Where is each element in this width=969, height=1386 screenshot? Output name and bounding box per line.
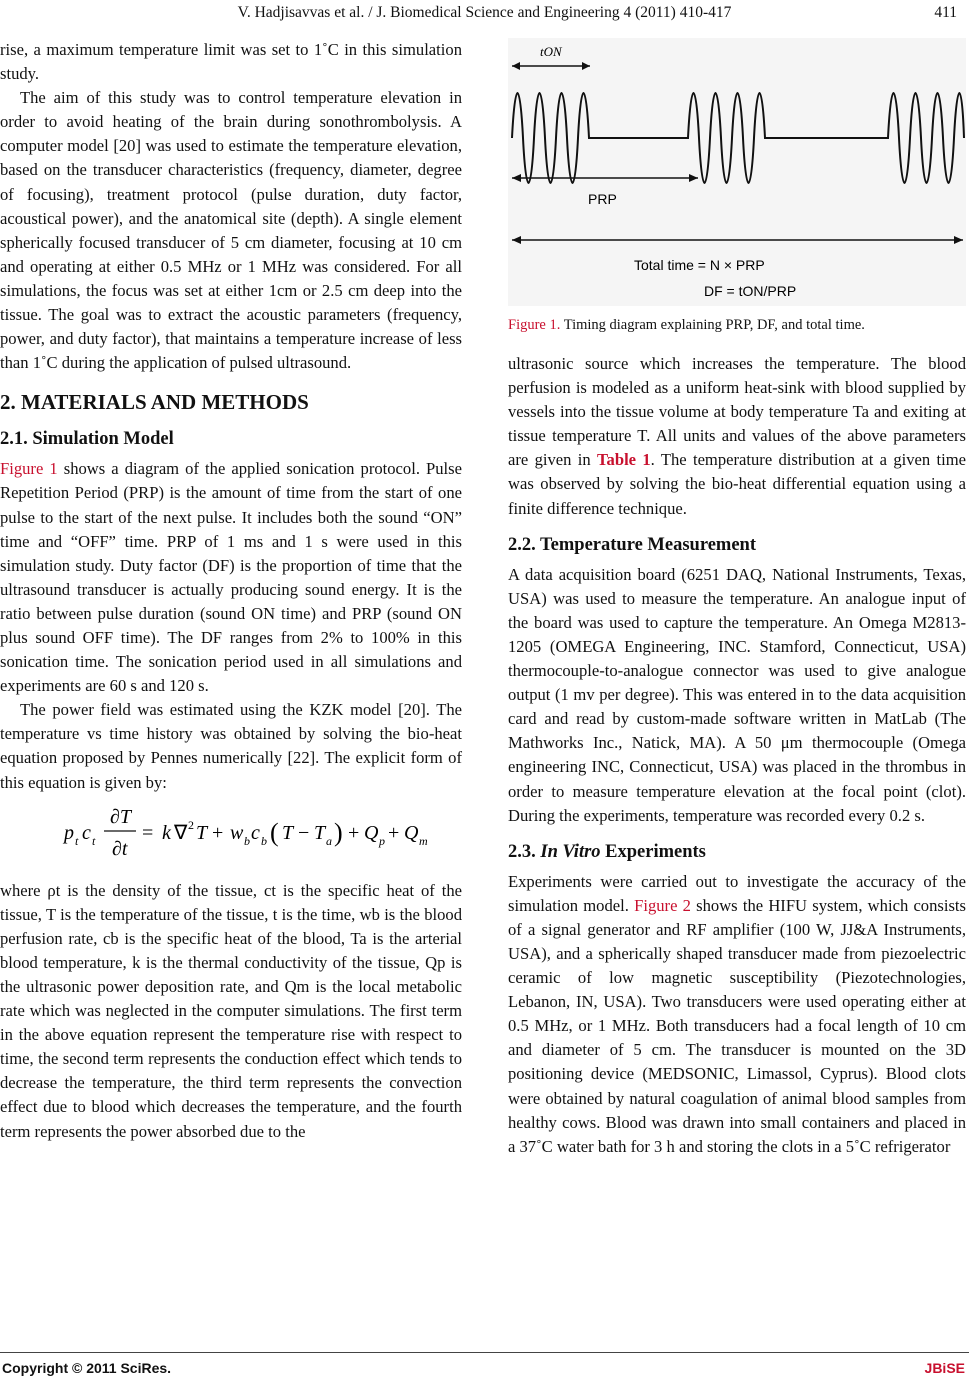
copyright: Copyright © 2011 SciRes. <box>2 1360 172 1376</box>
figure-caption: Figure 1. Timing diagram explaining PRP, DF, and total time. <box>508 317 865 333</box>
svg-text:Q: Q <box>404 821 419 844</box>
svg-text:): ) <box>334 817 343 847</box>
total-time-label: Total time = N × PRP <box>634 257 765 273</box>
svg-text:c: c <box>251 821 260 844</box>
page-footer <box>0 1360 969 1380</box>
table-ref-link[interactable]: Table 1 <box>597 450 651 470</box>
svg-text:∂T: ∂T <box>110 805 132 828</box>
paragraph: The power field was estimated using the KZK model [20]. The temperature vs time history was obtained by solving the bio-heat equation proposed by Pennes numerically [22]. The explicit form of this equation is given by: <box>0 700 462 792</box>
svg-text:b: b <box>261 833 267 848</box>
svg-text:Q: Q <box>364 821 379 844</box>
svg-text:(: ( <box>270 817 279 847</box>
paragraph: where ρt is the density of the tissue, ct is the specific heat of the tissue, T is the temperature of the tissue, t is the time, wb is the blood perfusion rate, cb is the specific heat of the blood, Ta is the arterial blood temperature, k is the thermal conductivity of the tissue, Qp is the ultrasonic power deposition rate, and Qm is the local metabolic rate which was neglected in the computer simulations. The first term in the above equation represent the temperature rise with respect to time, the second term represents the conduction effect which tends to decrease the temperature, the third term represents the convection effect due to blood which decreases the temperature, and the fourth term represents the power absorbed due to the <box>0 880 462 1141</box>
svg-text:∂t: ∂t <box>112 837 128 860</box>
paragraph: Experiments were carried out to investigate the accuracy of the simulation model. Figure 2 shows the HIFU system, which consists of a signal generator and RF amplifier (100 W, JJ&A Instruments, USA), and a spherically shaped transducer made from piezoelectric ceramic of low magnetic susceptibility (Piezotechnologies, Lebanon, IN, USA). Two transducers were used operating either at 0.5 MHz, or 1 MHz. Both transducers had a focal length of 10 cm and diameter of 5 cm. The transducer is mounted on the 3D positioning device (MEDSONIC, Limassol, Cyprus). Blood clots were obtained by natural coagulation of animal blood samples from healthy cows. Blood was drawn into small containers and placed in a 37˚C water bath for 3 h and storing the clots in a 5˚C refrigerator <box>508 871 966 1156</box>
figure-ref-link[interactable]: Figure 2 <box>634 895 691 915</box>
page-number: 411 <box>934 4 957 21</box>
svg-text:−: − <box>298 821 310 844</box>
svg-text:t: t <box>92 833 96 848</box>
paragraph: ultrasonic source which increases the temperature. The blood perfusion is modeled as a uniform heat-sink with blood supplied by vessels into the tissue volume at body temperature Ta and exiting at tissue temperature T. All units and values of the above parameters are given in Table 1. The temperature distribution at a given time was observed by solving the bio-heat differential equation using a finite difference technique. <box>508 354 967 518</box>
subsection-heading: 2.2. Temperature Measurement <box>508 534 756 555</box>
paragraph: rise, a maximum temperature limit was set to 1˚C in this simulation study. <box>0 40 462 84</box>
subsection-heading: 2.1. Simulation Model <box>0 429 174 450</box>
svg-text:∇: ∇ <box>174 821 188 844</box>
svg-text:+: + <box>388 821 400 844</box>
svg-text:w: w <box>230 821 244 844</box>
svg-text:a: a <box>326 833 332 848</box>
df-label: DF = tON/PRP <box>704 283 797 299</box>
svg-text:k: k <box>162 821 171 844</box>
svg-text:T: T <box>282 821 294 844</box>
left-column <box>0 38 462 1144</box>
svg-text:T: T <box>196 821 208 844</box>
right-column <box>508 38 966 1159</box>
caption-label: Figure 1. <box>508 317 561 333</box>
svg-text:T: T <box>314 821 326 844</box>
section-heading: 2. MATERIALS AND METHODS <box>0 390 309 415</box>
t-on-label: tON <box>540 44 562 59</box>
svg-text:+: + <box>348 821 360 844</box>
running-title: V. Hadjisavvas et al. / J. Biomedical Science and Engineering 4 (2011) 410-417 <box>237 4 732 21</box>
svg-text:m: m <box>419 833 428 848</box>
paragraph: A data acquisition board (6251 DAQ, National Instruments, Texas, USA) was used to measure the temperature. An analogue input of the board was used to capture the temperature. An Omega M2813-1205 (OMEGA Engineering, INC. Stamford, Connecticut, USA) thermocouple-to-analogue connector was used to give analogue output (1 mv per degree). This was entered in to the data acquisition card and read by custom-made software written in MatLab (The Mathworks Inc., Natick, MA). A 50 μm thermocouple (Omega engineering INC, Connecticut, USA) was placed in the thrombus in order to measure temperature elevation at the focal point (clot). During the experiments, temperature was recorded every 0.2 s. <box>508 564 966 825</box>
figure-ref-link[interactable]: Figure 1 <box>0 459 58 479</box>
svg-text:2: 2 <box>188 817 194 832</box>
svg-text:b: b <box>244 833 250 848</box>
timing-diagram <box>508 38 966 306</box>
footer-divider <box>0 1352 969 1353</box>
svg-text:p: p <box>379 833 385 848</box>
pulse-waveform <box>512 93 964 183</box>
paragraph: Figure 1 shows a diagram of the applied sonication protocol. Pulse Repetition Period (PRP) is the amount of time from the start of one pulse to the start of the next pulse. It includes both the sound “ON” time and “OFF” time. PRP of 1 ms and 1 s were used in this simulation study. Duty factor (DF) is the proportion of time that the ultrasound transducer is actually producing sound energy. It is the ratio between pulse duration (sound ON time) and PRP (sound ON plus sound OFF time). The DF ranges from 2% to 100% in this sonication time. The sonication period used in all simulations and experiments are 60 s and 120 s. <box>0 459 462 696</box>
running-header <box>0 4 969 26</box>
svg-text:t: t <box>75 833 79 848</box>
prp-label: PRP <box>588 191 617 207</box>
bioheat-equation <box>0 803 462 869</box>
svg-text:c: c <box>82 821 91 844</box>
journal-abbrev: JBiSE <box>924 1360 965 1376</box>
svg-text:=: = <box>142 821 154 844</box>
paragraph: The aim of this study was to control temperature elevation in order to avoid heating of the brain during sonothrombolysis. A computer model [20] was used to estimate the temperature elevation, based on the transducer characteristics (frequency, diameter, degree of focusing), treatment protocol (pulse duration, duty factor, acoustical power), and the anatomical site (depth). A single element spherically focused transducer of 5 cm diameter, focusing at 10 cm and operating at either 0.5 MHz or 1 MHz was considered. For all simulations, the focus was set at either 1cm or 2.5 cm deep into the tissue. The goal was to extract the acoustic parameters (frequency, power, and duty factor), that maintains a temperature increase of less than 1˚C during the application of pulsed ultrasound. <box>0 88 462 373</box>
subsection-heading: 2.3. In Vitro Experiments <box>508 841 706 862</box>
svg-text:p: p <box>64 821 74 844</box>
svg-text:+: + <box>212 821 224 844</box>
